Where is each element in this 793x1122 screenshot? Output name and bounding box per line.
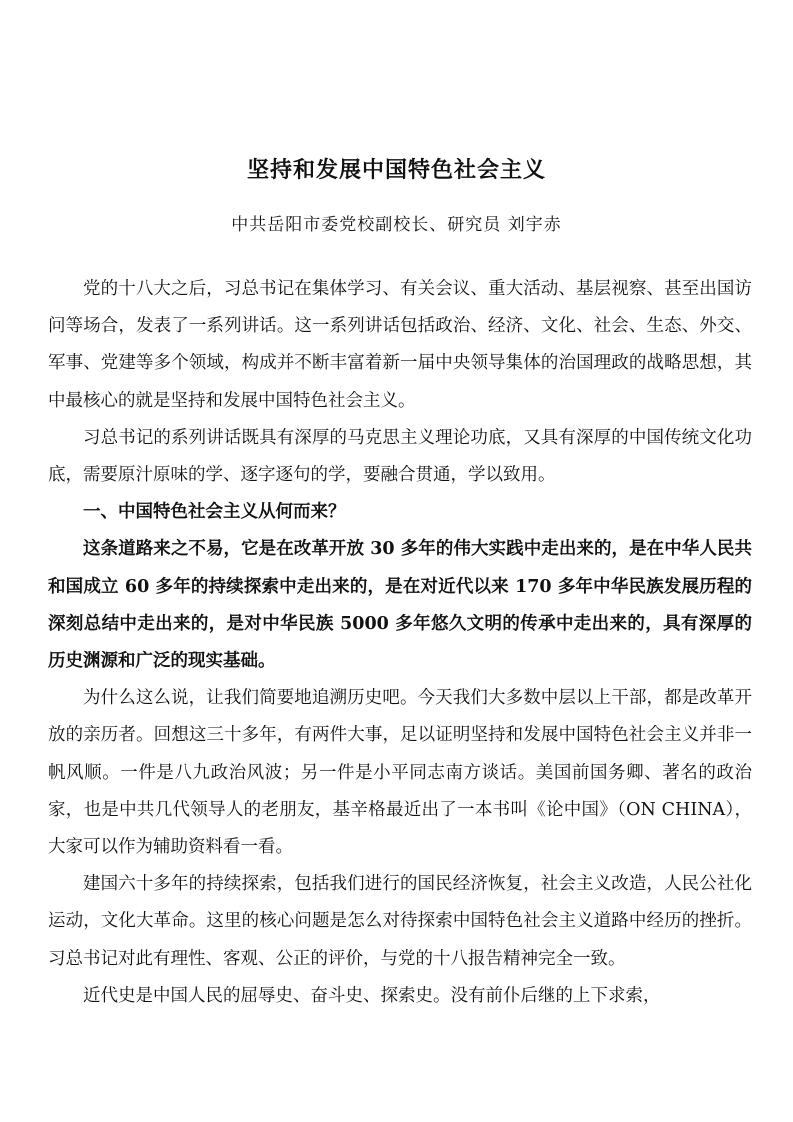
document-body	[48, 271, 752, 1015]
paragraph-history: 为什么这么说，让我们简要地追溯历史吧。今天我们大多数中层以上干部，都是改革开放的亲历者。回想这三十多年，有两件大事，足以证明坚持和发展中国特色社会主义并非一帆风顺。一件是八九政治风波；另一件是小平同志南方谈话。美国前国务卿、著名的政治家，也是中共几代领导人的老朋友，基辛格最近出了一本书叫《论中国》（ON CHINA），大家可以作为辅助资料看一看。	[48, 688, 752, 858]
paragraph-key-point: 这条道路来之不易，它是在改革开放 30 多年的伟大实践中走出来的，是在中华人民共和国成立 60 多年的持续探索中走出来的，是在对近代以来 170 多年中华民族发展历程的深刻总结中走出来的，是对中华民族 5000 多年悠久文明的传承中走出来的，具有深厚的历史渊源和广泛的现实基础。	[48, 539, 752, 672]
section-heading-1: 一、中国特色社会主义从何而来？	[83, 502, 346, 523]
paragraph-exploration: 建国六十多年的持续探索，包括我们进行的国民经济恢复，社会主义改造，人民公社化运动，文化大革命。这里的核心问题是怎么对待探索中国特色社会主义道路中经历的挫折。习总书记对此有理性、客观、公正的评价，与党的十八报告精神完全一致。	[48, 874, 752, 969]
author-byline: 中共岳阳市委党校副校长、研究员 刘宇赤	[231, 215, 562, 235]
paragraph-modern-history: 近代史是中国人民的屈辱史、奋斗史、探索史。没有前仆后继的上下求索，	[83, 985, 661, 1006]
paragraph-study: 习总书记的系列讲话既具有深厚的马克思主义理论功底，又具有深厚的中国传统文化功底，需要原汁原味的学、逐字逐句的学，要融合贯通，学以致用。	[48, 427, 752, 486]
document-title: 坚持和发展中国特色社会主义	[246, 157, 546, 183]
paragraph-intro: 党的十八大之后，习总书记在集体学习、有关会议、重大活动、基层视察、甚至出国访问等场合，发表了一系列讲话。这一系列讲话包括政治、经济、文化、社会、生态、外交、军事、党建等多个领域，构成并不断丰富着新一届中央领导集体的治国理政的战略思想，其中最核心的就是坚持和发展中国特色社会主义。	[48, 279, 752, 411]
